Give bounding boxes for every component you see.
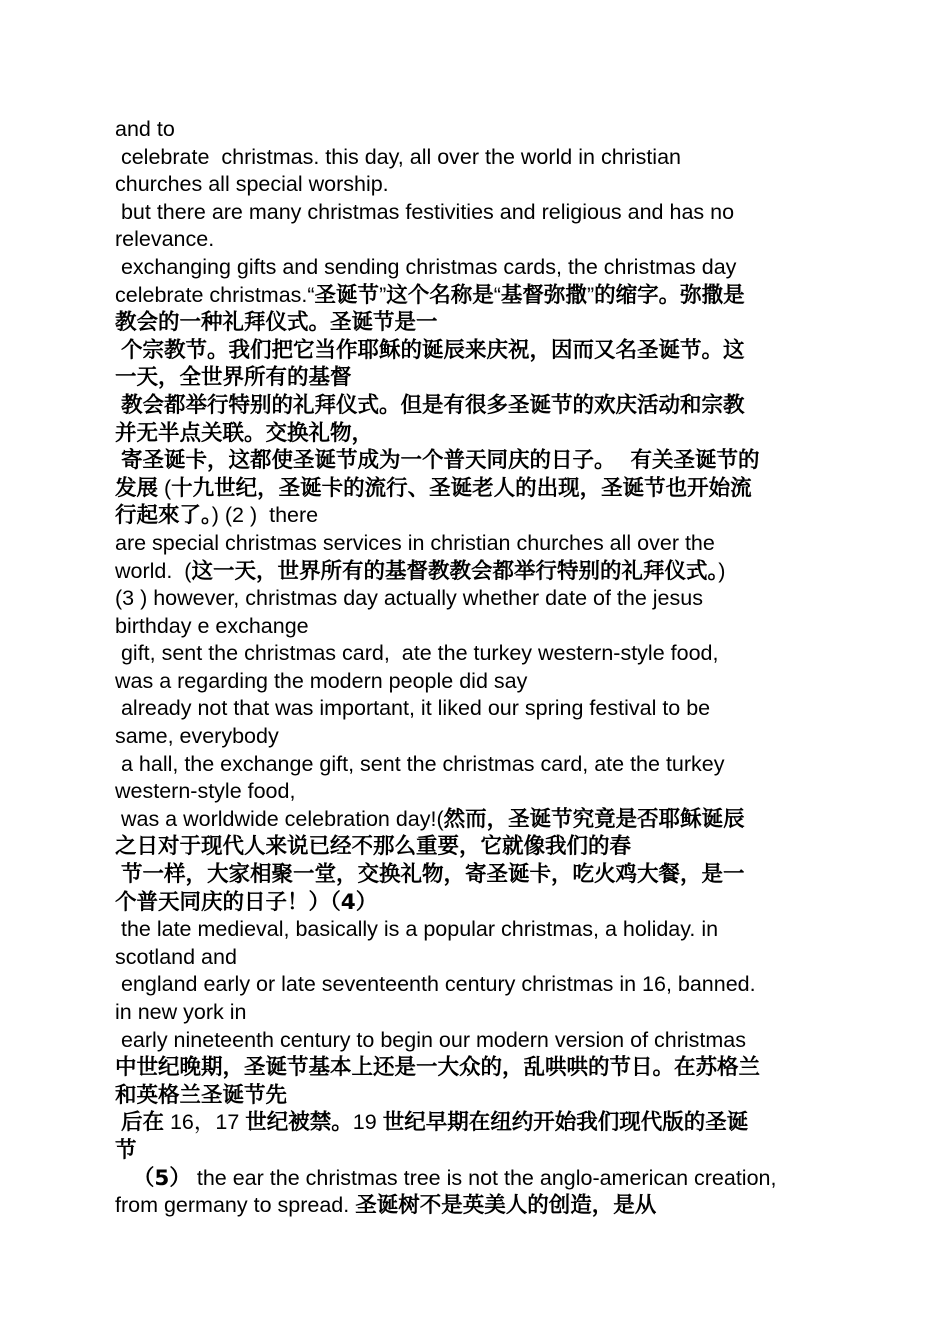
english-text-run: in new york in <box>115 1000 247 1024</box>
text-line <box>115 282 840 310</box>
text-line <box>115 751 840 779</box>
text-line <box>115 1027 840 1055</box>
text-line <box>115 502 840 530</box>
text-line <box>115 833 840 861</box>
document-body <box>115 116 840 1220</box>
text-line <box>115 364 840 392</box>
english-text-run: and to <box>115 117 175 141</box>
text-line <box>115 530 840 558</box>
english-text-run: western-style food, <box>115 779 296 804</box>
english-text-run: world. ( <box>115 558 192 583</box>
english-text-run: was a worldwide celebration day!( <box>115 806 444 831</box>
chinese-text-run: 并无半点关联。交换礼物， <box>115 420 374 446</box>
text-line <box>115 585 840 613</box>
text-line <box>115 1165 840 1193</box>
text-line <box>115 695 840 723</box>
text-line <box>115 309 840 337</box>
text-line <box>115 640 840 668</box>
english-text-run: exchanging gifts and sending christmas cards, the christmas day <box>115 254 737 279</box>
text-line <box>115 861 840 889</box>
english-text-run: 16，17 <box>164 1110 246 1135</box>
english-text-run: (3 ) however, christmas day actually whether date of the jesus <box>115 586 703 611</box>
english-text-run: relevance. <box>115 227 215 252</box>
text-line <box>115 668 840 696</box>
chinese-text-run: 节一样，大家相聚一堂，交换礼物，寄圣诞卡，吃火鸡大餐，是一 <box>120 862 745 888</box>
chinese-text-run: 教会的一种礼拜仪式。圣诞节是一 <box>115 310 438 336</box>
chinese-text-run: 这一天，世界所有的基督教教会都举行特别的礼拜仪式。 <box>191 558 719 584</box>
english-text-run: but there are many christmas festivities and religious and has no <box>115 199 735 224</box>
chinese-text-run: 圣诞节 <box>314 282 380 308</box>
chinese-text-run: 然而，圣诞节究竟是否耶稣诞辰 <box>443 806 745 832</box>
chinese-text-run: 世纪早期在纽约开始我们现代版的圣诞 <box>382 1110 749 1136</box>
chinese-text-run: 个宗教节。我们把它当作耶稣的诞辰来庆祝，因而又名圣诞节。这 <box>120 337 745 363</box>
chinese-text-run: 和英格兰圣诞节先 <box>115 1082 288 1108</box>
english-text-run: the late medieval, basically is a popular christmas, a holiday. in <box>115 917 719 942</box>
text-line <box>115 475 840 503</box>
text-line <box>115 392 840 420</box>
text-line <box>115 171 840 199</box>
english-text-run: the ear the christmas tree is not the anglo-american creation, <box>190 1165 777 1190</box>
chinese-text-run: 中世纪晚期，圣诞节基本上还是一大众的，乱哄哄的节日。在苏格兰 <box>115 1055 761 1081</box>
text-line <box>115 1109 840 1137</box>
text-line <box>115 254 840 282</box>
english-text-run: early nineteenth century to begin our modern version of christmas <box>115 1027 746 1052</box>
english-text-run: a hall, the exchange gift, sent the christmas card, ate the turkey <box>115 751 725 776</box>
english-text-run: was a regarding the modern people did say <box>115 668 528 693</box>
text-line <box>115 889 840 917</box>
text-line <box>115 778 840 806</box>
text-line <box>115 116 840 144</box>
text-line <box>115 447 840 475</box>
text-line <box>115 1054 840 1082</box>
chinese-text-run: 世纪被禁。 <box>245 1110 353 1136</box>
chinese-text-run: 教会都举行特别的礼拜仪式。但是有很多圣诞节的欢庆活动和宗教 <box>120 392 745 418</box>
chinese-text-run: 圣诞树不是英美人的创造，是从 <box>355 1193 657 1219</box>
chinese-text-run: 行起來了。 <box>115 503 212 529</box>
text-line <box>115 144 840 172</box>
text-line <box>115 199 840 227</box>
text-line <box>115 971 840 999</box>
text-line <box>115 806 840 834</box>
english-text-run: are special christmas services in christian churches all over the <box>115 530 715 555</box>
english-text-run: ” <box>379 282 387 307</box>
chinese-text-run: 十九世纪，圣诞卡的流行、圣诞老人的出现，圣诞节也开始流 <box>171 475 752 501</box>
text-line <box>115 558 840 586</box>
text-line <box>115 420 840 448</box>
english-text-run <box>115 1166 133 1190</box>
text-line <box>115 1082 840 1110</box>
text-line <box>115 723 840 751</box>
chinese-text-run: 发展 <box>115 475 159 501</box>
english-text-run: ) <box>718 558 726 583</box>
chinese-text-run: 之日对于现代人来说已经不那么重要，它就像我们的春 <box>115 834 632 860</box>
english-text-run: already not that was important, it liked our spring festival to be <box>115 696 711 721</box>
english-text-run: england early or late seventeenth century christmas in 16, banned. <box>115 972 756 997</box>
text-line <box>115 1137 840 1165</box>
chinese-text-run: 节 <box>115 1137 137 1163</box>
english-text-run: scotland and <box>115 944 237 969</box>
english-text-run: ” <box>586 282 595 307</box>
english-text-run: ( <box>158 475 172 500</box>
english-text-run: celebrate christmas. this day, all over the world in christian <box>115 144 682 169</box>
english-text-run: ) (2 ) there <box>211 503 319 528</box>
text-line <box>115 337 840 365</box>
chinese-text-run: 一天，全世界所有的基督 <box>115 365 352 391</box>
chinese-text-run: 的缩字。弥撒是 <box>594 282 745 308</box>
chinese-text-run: 基督弥撒 <box>500 282 587 308</box>
chinese-text-run: （5） <box>132 1165 191 1191</box>
chinese-text-run: 这个名称是 <box>386 282 494 308</box>
text-line <box>115 916 840 944</box>
english-text-run: from germany to spread. <box>115 1193 356 1218</box>
text-line <box>115 226 840 254</box>
text-line <box>115 999 840 1027</box>
english-text-run: gift, sent the christmas card, ate the turkey western-style food, <box>115 641 719 666</box>
english-text-run: birthday e exchange <box>115 613 309 638</box>
text-line <box>115 613 840 641</box>
english-text-run: churches all special worship. <box>115 172 389 197</box>
chinese-text-run: 寄圣诞卡，这都使圣诞节成为一个普天同庆的日子。 有关圣诞节的 <box>120 448 760 474</box>
text-line <box>115 944 840 972</box>
chinese-text-run: 后在 <box>120 1110 164 1136</box>
text-line <box>115 1192 840 1220</box>
english-text-run: 19 <box>352 1110 383 1135</box>
english-text-run: “ <box>493 282 501 307</box>
english-text-run: same, everybody <box>115 724 279 749</box>
chinese-text-run: 个普天同庆的日子！）（4） <box>115 889 378 915</box>
english-text-run: celebrate christmas.“ <box>115 282 315 307</box>
